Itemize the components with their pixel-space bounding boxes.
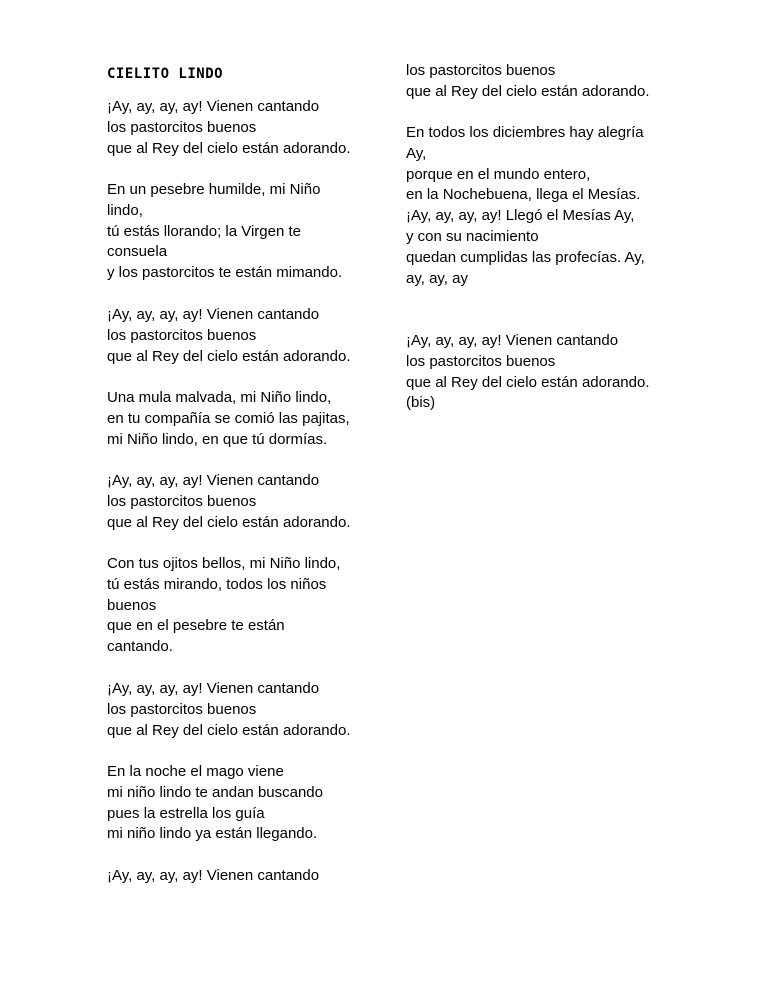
lyric-line: mi niño lindo te andan buscando	[107, 783, 323, 801]
lyric-line: tú estás llorando; la Virgen te	[107, 222, 302, 240]
lyric-line: buenos	[107, 596, 157, 614]
lyric-line: los pastorcitos buenos	[406, 352, 556, 370]
lyric-line: ¡Ay, ay, ay, ay! Vienen cantando	[107, 472, 320, 489]
lyric-line: ¡Ay, ay, ay, ay! Vienen cantando	[107, 680, 320, 697]
stanza	[107, 679, 392, 741]
lyric-line: en tu compañía se comió las pajitas,	[107, 409, 350, 427]
lyric-line: y los pastorcitos te están mimando.	[107, 264, 343, 282]
lyric-line: Con tus ojitos bellos, mi Niño lindo,	[107, 555, 341, 572]
lyric-line: que en el pesebre te están	[107, 617, 285, 635]
lyric-line: los pastorcitos buenos	[107, 700, 257, 718]
lyric-line: ¡Ay, ay, ay, ay! Vienen cantando	[406, 332, 619, 349]
stanza	[107, 866, 392, 887]
stanza	[107, 305, 392, 367]
stanza	[406, 331, 706, 414]
lyric-line: pues la estrella los guía	[107, 804, 265, 822]
lyric-line: porque en el mundo entero,	[406, 165, 591, 183]
stanza	[107, 97, 392, 159]
lyric-line: (bis)	[406, 394, 436, 412]
lyric-line: lindo,	[107, 201, 143, 219]
lyric-line: que al Rey del cielo están adorando.	[406, 373, 650, 391]
lyric-line: los pastorcitos buenos	[107, 326, 257, 344]
lyric-line: los pastorcitos buenos	[406, 62, 556, 79]
stanza	[107, 180, 392, 284]
lyric-line: ay, ay, ay	[406, 269, 468, 287]
lyric-line: En un pesebre humilde, mi Niño	[107, 181, 321, 198]
lyric-line: mi Niño lindo, en que tú dormías.	[107, 430, 328, 448]
lyric-line: y con su nacimiento	[406, 227, 539, 245]
lyric-line: que al Rey del cielo están adorando.	[107, 139, 351, 157]
lyric-line: los pastorcitos buenos	[107, 118, 257, 136]
lyric-line: ¡Ay, ay, ay, ay! Vienen cantando	[107, 306, 320, 323]
lyric-line: que al Rey del cielo están adorando.	[107, 513, 351, 531]
stanza	[406, 61, 706, 103]
stanza	[107, 471, 392, 533]
lyric-line: en la Nochebuena, llega el Mesías.	[406, 186, 641, 204]
stanza	[107, 554, 392, 658]
lyric-line: los pastorcitos buenos	[107, 492, 257, 510]
lyric-line: tú estás mirando, todos los niños	[107, 575, 327, 593]
lyric-line: mi niño lindo ya están llegando.	[107, 825, 318, 843]
stanza	[107, 388, 392, 450]
lyric-line: Una mula malvada, mi Niño lindo,	[107, 389, 332, 406]
stanza	[107, 762, 392, 845]
lyric-line: cantando.	[107, 638, 173, 656]
lyric-line: quedan cumplidas las profecías. Ay,	[406, 248, 645, 266]
lyric-line: ¡Ay, ay, ay, ay! Llegó el Mesías Ay,	[406, 207, 635, 225]
song-title: CIELITO LINDO	[107, 66, 224, 82]
lyric-line: que al Rey del cielo están adorando.	[107, 721, 351, 739]
lyric-line: En la noche el mago viene	[107, 763, 284, 780]
lyric-line: ¡Ay, ay, ay, ay! Vienen cantando	[107, 98, 320, 115]
stanza	[406, 123, 706, 289]
lyric-line: que al Rey del cielo están adorando.	[107, 347, 351, 365]
lyric-line: ¡Ay, ay, ay, ay! Vienen cantando	[107, 867, 320, 884]
lyric-line: consuela	[107, 243, 168, 261]
lyric-line: En todos los diciembres hay alegría	[406, 124, 644, 141]
lyric-line: Ay,	[406, 144, 427, 162]
lyric-line: que al Rey del cielo están adorando.	[406, 82, 650, 100]
